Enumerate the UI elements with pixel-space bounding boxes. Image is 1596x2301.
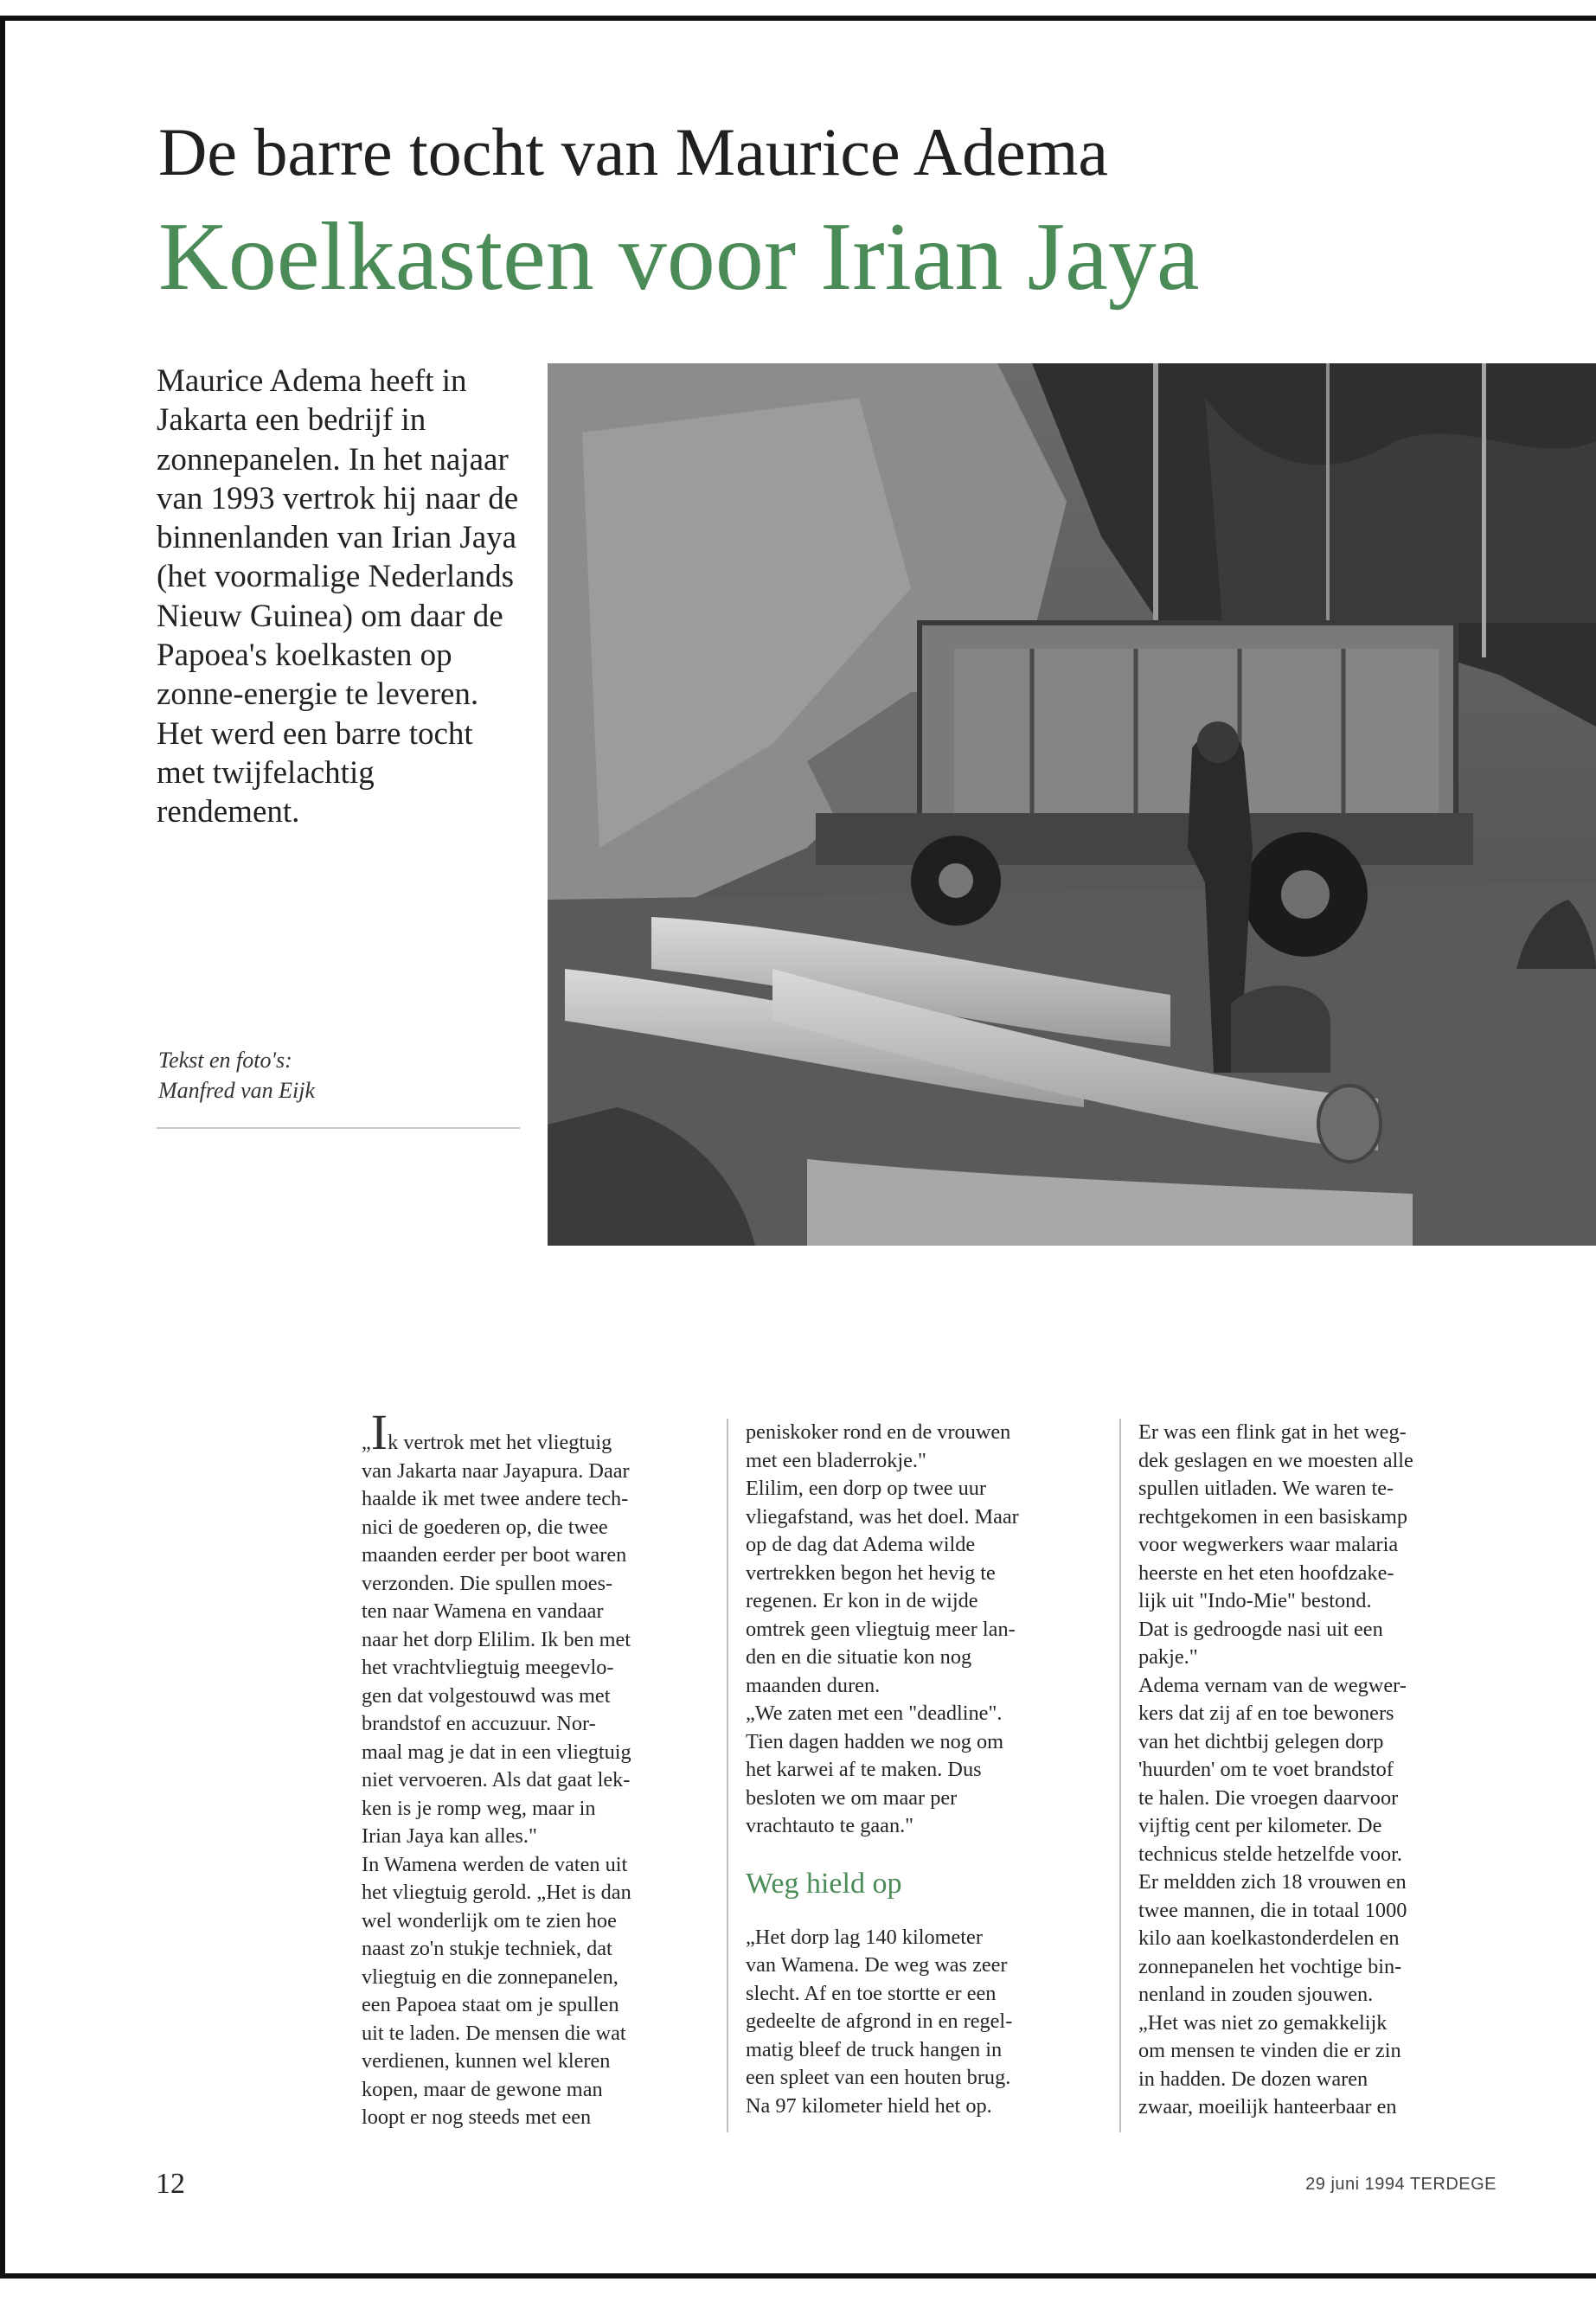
text-line: loopt er nog steeds met een [362, 2106, 592, 2129]
text-line: Adema vernam van de wegwer- [1138, 1673, 1407, 1697]
text-line: besloten we om maar per [746, 1785, 958, 1810]
text-line: ken is je romp weg, maar in [362, 1796, 596, 1820]
text-line: van het dichtbij gelegen dorp [1138, 1729, 1384, 1753]
text-line: kers dat zij af en toe bewoners [1138, 1702, 1394, 1725]
text-line: op de dag dat Adema wilde [746, 1533, 976, 1556]
text-line: gen dat volgestouwd was met [362, 1683, 611, 1708]
text-line: nenland in zouden sjouwen. [1138, 1983, 1374, 2006]
text-line: gedeelte de afgrond in en regel- [746, 2009, 1013, 2033]
text-line: Dat is gedroogde nasi uit een [1138, 1617, 1383, 1641]
text-line: Elilim, een dorp op twee uur [746, 1477, 986, 1500]
text-line: een Papoea staat om je spullen [362, 1993, 619, 2016]
dropcap-letter: I [370, 1404, 388, 1460]
text-line: brandstof en accuzuur. Nor- [362, 1712, 596, 1735]
text-line: naast zo'n stukje techniek, dat [362, 1937, 612, 1960]
text-line: om mensen te vinden die er zin [1138, 2039, 1401, 2062]
top-border [0, 16, 1596, 21]
text-line: vliegtuig en die zonnepanelen, [362, 1965, 619, 1989]
text-line: vrachtauto te gaan." [746, 1814, 914, 1837]
text-line: Irian Jaya kan alles." [362, 1824, 537, 1848]
text-line: het vrachtvliegtuig meegevlo- [362, 1656, 614, 1679]
bag [1231, 986, 1330, 1073]
article-kicker: De barre tocht van Maurice Adema [158, 114, 1109, 189]
column-divider [1119, 1419, 1121, 2132]
photo-credit [158, 1045, 522, 1106]
text-line: Er meldden zich 18 vrouwen en [1138, 1870, 1407, 1894]
text-line: heerste en het eten hoofdzake- [1138, 1561, 1394, 1585]
page-number: 12 [156, 2168, 185, 2200]
publication-dateline: 29 juni 1994 TERDEGE [1305, 2175, 1497, 2194]
text-line: te halen. Die vroegen daarvoor [1138, 1785, 1399, 1810]
text-line: omtrek geen vliegtuig meer lan- [746, 1617, 1016, 1641]
text-line: Na 97 kilometer hield het op. [746, 2093, 992, 2118]
text-line: haalde ik met twee andere tech- [362, 1487, 629, 1510]
text-line: In Wamena werden de vaten uit [362, 1852, 628, 1876]
text-line: technicus stelde hetzelfde voor. [1138, 1842, 1402, 1866]
text-line: dek geslagen en we moesten alle [1138, 1448, 1413, 1472]
text-line: het karwei af te maken. Dus [746, 1758, 982, 1781]
bottom-border [0, 2273, 1596, 2279]
text-line: maanden eerder per boot waren [362, 1543, 627, 1567]
text-line: nici de goederen op, die twee [362, 1515, 608, 1539]
text-line: maal mag je dat in een vliegtuig [362, 1740, 631, 1764]
text-line: van Jakarta naar Jayapura. Daar [362, 1458, 630, 1483]
text-line: voor wegwerkers waar malaria [1138, 1533, 1399, 1556]
text-line: kilo aan koelkastonderdelen en [1138, 1926, 1400, 1950]
text-line: verdienen, kunnen wel kleren [362, 2049, 611, 2073]
text-line: wel wonderlijk om te zien hoe [362, 1908, 617, 1932]
text-line: matig bleef de truck hangen in [746, 2037, 1003, 2061]
text-line: Er was een flink gat in het weg- [1138, 1420, 1407, 1444]
truck-on-log-bridge-photo [548, 363, 1596, 1246]
text-line: vijftig cent per kilometer. De [1138, 1814, 1382, 1837]
text-line: „We zaten met een "deadline". [746, 1702, 1003, 1725]
column-divider [727, 1419, 728, 2132]
text-line: met een bladerrokje." [746, 1448, 926, 1472]
text-line: zonnepanelen het vochtige bin- [1138, 1954, 1402, 1978]
article-column-3 [1138, 1419, 1484, 2122]
opening-line: „Ik vertrok met het vliegtuig [362, 1404, 612, 1460]
text-line: zwaar, moeilijk hanteerbaar en [1138, 2095, 1397, 2118]
article-title: Koelkasten voor Irian Jaya [158, 203, 1200, 311]
text-line: vliegafstand, was het doel. Maar [746, 1504, 1019, 1529]
text-line: rechtgekomen in een basiskamp [1138, 1504, 1408, 1529]
text-line: een spleet van een houten brug. [746, 2066, 1011, 2089]
text-line: 'huurden' om te voet brandstof [1138, 1758, 1394, 1781]
text-line: „Het was niet zo gemakkelijk [1138, 2010, 1388, 2035]
text-line: kopen, maar de gewone man [362, 2077, 603, 2101]
text-line: maanden duren. [746, 1673, 881, 1697]
text-line: van Wamena. De weg was zeer [746, 1953, 1008, 1977]
text-line: verzonden. Die spullen moes- [362, 1571, 613, 1595]
text-line: spullen uitladen. We waren te- [1138, 1477, 1394, 1500]
text-line: in hadden. De dozen waren [1138, 2067, 1368, 2091]
text-line: Tien dagen hadden we nog om [746, 1729, 1004, 1753]
text-line: slecht. Af en toe stortte er een [746, 1981, 997, 2005]
text-line: vertrekken begon het hevig te [746, 1561, 996, 1585]
credit-name: Manfred van Eijk [158, 1078, 315, 1103]
article-column-2 [746, 1419, 1092, 2120]
text-line: naar het dorp Elilim. Ik ben met [362, 1627, 631, 1651]
intro-text: Maurice Adema heeft in Jakarta een bedrijf in zonnepanelen. In het najaar van 1993 vertrok hij naar de binnenlanden van Irian Jaya (het voormalige Nederlands Nieuw Guinea) om daar de Papoea's koelkasten op zonne-energie te leveren. Het werd een barre tocht met twijfelachtig rendement. [157, 363, 519, 830]
text-line: ten naar Wamena en vandaar [362, 1599, 604, 1623]
text-line: niet vervoeren. Als dat gaat lek- [362, 1768, 631, 1791]
credit-label: Tekst en foto's: [158, 1048, 292, 1073]
article-column-1 [362, 1404, 708, 2132]
text-line: lijk uit "Indo-Mie" bestond. [1138, 1589, 1372, 1612]
subheading: Weg hield op [746, 1867, 902, 1900]
text-line: „Het dorp lag 140 kilometer [746, 1925, 983, 1949]
text-line: peniskoker rond en de vrouwen [746, 1420, 1011, 1444]
text-line: regenen. Er kon in de wijde [746, 1589, 978, 1612]
text-line: pakje." [1138, 1645, 1198, 1669]
text-line: het vliegtuig gerold. „Het is dan [362, 1881, 631, 1904]
text-line: den en die situatie kon nog [746, 1645, 972, 1669]
text-line: uit te laden. De mensen die wat [362, 2021, 626, 2045]
text-line: twee mannen, die in totaal 1000 [1138, 1898, 1407, 1922]
intro-divider [157, 1127, 520, 1129]
left-border [0, 16, 5, 2273]
